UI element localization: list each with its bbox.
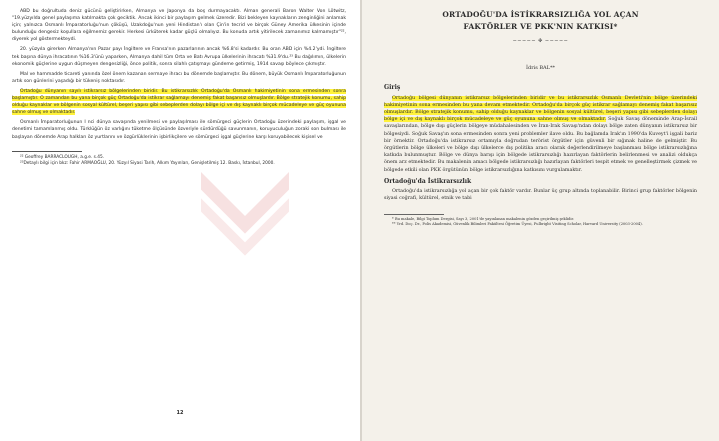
footnote: ²³Detaylı bilgi için bkz: Fahir ARMAOĞLU, 20. Yüzyıl Siyasi Tarih, Alkım Yayınları, Genişletilmiş 12. Baskı, İstanbul, 2000. [20, 160, 275, 166]
article-title-line-2: FAKTÖRLER VE PKK'NIN KATKISI* [463, 22, 618, 31]
right-page [362, 0, 719, 441]
paragraph: Osmanlı İmparatorluğunun I nci dünya savaşında yenilmesi ve paylaşılması ile sömürgeci güçlerin Ortadoğu üzerindeki paylaşım, işgal ve denetimi tamamlanmış oldu. Türklüğün öz varlığını tüketme ölçüsünde özveriyle sürdürdüğü savunmanın, koruyuculuğun zoraki son bulması ile başlayan dönemde Arap halkları öz yurtlarını ve özgürlüklerinin işbirlikçilere ve sömürgeci işgal güçlerine karşı koruyabilecek kişisel ve [12, 120, 346, 140]
footnote-divider [12, 151, 82, 152]
paragraph: 20. yüzyıla girerken Almanya'nın Pazar payı İngiltere ve Fransa'nın pazarlarının ancak %6.8'si kadardır. Bu oran ABD için %4.2'ydi. İngiltere tek başına dünya ihracatının %16.3'ünü yaparken, Almanya dahil tüm Orta ve Batı Avrupa ülkelerinin ihracatı %31.9'du.²³ Bu dağılımın, ülkelerin ekonomik güçlerine uygun düşmeyen dengesizliği, önce politik, sonra silahlı çatışmayı gündeme getirmiş, 1914 savaşı böylece çıkmıştır. [12, 47, 346, 67]
continuation-text: Soğuk Savaş döneminde Arap-İsrail savaşlarından, bölge dışı güçlerin bölgeye müdahalesinden ve İran-Irak Savaşı'ndan dolayı bölge zaten dünyanın istikrarsız bir bölgesiydi. Soğuk Savaş'ın sona ermesinden sonra yeni problemler ilave oldu. Bu bağlamda Irak'ın 1990'da Kuveyt'i işgali bariz bir örnektir. Ortadoğu'da istikrarsız ortamıyla doğrudan terörist örgütler için güvenli bir sığınak haline de gelmiştir. Bu örgütlerin bölge ülkeleri ve bölge dışı ülkelerce dış politika aracı olarak değerlendirilmeye başlanması bölge istikrarsızlığına katkıda bulunmuştur. Bölge ve dünya barışı için bölgede istikrarsızlığı hazırlayan faktörlerin belirlenmesi ve analizi oldukça önem arz etmektedir. Bu makalenin amacı bölgede istikrarsızlığı hazırlayan faktörleri tespit etmek ve genelleştirmek çizmek ve bölgede etkili olan PKK örgütünün bölge istikrarsızlığına katkısını vurgulamaktır. [384, 117, 697, 173]
paragraph: Mal ve hammadde ticareti yanında özel önem kazanan sermaye ihracı bu dönemde başlamıştır. Bu dönem, büyük Osmanlı İmparatorluğunun artık son günlerini yaşadığı bir tükeniş noktasıdır. [12, 71, 346, 84]
intro-paragraph [384, 95, 697, 174]
highlight-text: Ortadoğu dünyanın sayılı istikrarsız bölgelerinden biridir. Bu istikrarsızlık Ortadoğu'da Osmanlı hakimiyetinin sona ermesinden sonra başlamıştır. O zamandan bu yana birçok güç Ortadoğu'da istikrar sağlamayı denemiş fakat başarısız olmuşlardır. Bölge stratejik konumu, sahip olduğu kaynaklar ve bölgenin sosyal kültürel, beşeri yapısı gibi sebeplerden dolayı bölge içi ve dış kaynaklı birçok mücadeleye ve güç oyununa sahne olmuş ve olmaktadır. [12, 88, 346, 116]
page-number: 12 [176, 410, 184, 416]
heading-giris: Giriş [384, 84, 401, 92]
footnote: * Bu makale, Bilgi Toplum Dergisi, Sayı 3, 2001'de yayınlanan makalenin gözden geçirilmiş şeklidir. [392, 217, 574, 222]
article-title-line-1: ORTADOĞU'DA İSTİKRARSIZLIĞA YOL AÇAN [442, 10, 639, 19]
footnote-divider [384, 214, 444, 215]
footnote: ** Yrd. Doç. Dr., Polis Akademisi, Güvenlik Bilimleri Fakültesi Öğretim Üyesi, Fulbright Visiting Scholar, Harvard University (2003-2004). [392, 222, 643, 227]
heading-section: Ortadoğu'da İstikrarsızlık [384, 177, 472, 185]
footnote: ²² Geoffrey BARRACLOUGH, a.g.e. s.45. [20, 154, 105, 160]
paragraph: ABD bu doğrultuda deniz gücünü geliştirirken, Almanya ve Japonya da boş durmayacaktı. Alman generali Baron Walter Von Lötwitz, "19.yüzyılda genel paylaşıma katılmakta çok geciktik. Ancak ikinci bir paylaşım gelmek üzeredir. Bizi bekleyen kaynakların zenginliğini anlamak için; yalnızca Osmanlı İmparatorluğu'nun çöküşü, Uzakdoğu'nun yeni Hindistan'ı olan Çin'in tecrid ve birçok Güney Amerika ülkesinin içinde bulunduğu dengesiz koşullara eğilmemiz gerekir. Herkesi ürküterek kadar güçlü olmalıyız. Bu konuda artık yitirilecek zamanımız kalmamıştır"²², diyerek yol göstermekteydi. [12, 9, 346, 43]
ornament-divider: ~~~~~ ✤ ~~~~~ [512, 38, 569, 44]
section-paragraph: Ortadoğu'da istikrarsızlığa yol açan bir çok faktör vardır. Bunlar üç grup altında toplanabilir. Birinci grup faktörler bölgenin siyasi coğrafi, kültürel, etnik ve tabi [384, 189, 697, 202]
highlighted-paragraph [12, 88, 346, 116]
highlight-text: Ortadoğu bölgesi dünyanın istikrarsız bölgelerinden biridir ve bu istikrarsızlık Osmanlı Devleti'nin bölge üzerindeki hakimiyetinin sona ermesinden bu yana devam etmektedir. Ortadoğu'da birçok güç istikrar sağlamayı denemiş fakat başarısız olmuşlardır. Bölge stratejik konumu, sahip olduğu kaynaklar ve bölgenin sosyal kültürel, beşeri yapısı gibi sebeplerden dolayı bölge içi ve dış kaynaklı birçok mücadeleye ve güç oyununa sahne olmuş ve olmaktadır. [384, 95, 697, 123]
author-name: İdris BAL** [526, 65, 555, 72]
